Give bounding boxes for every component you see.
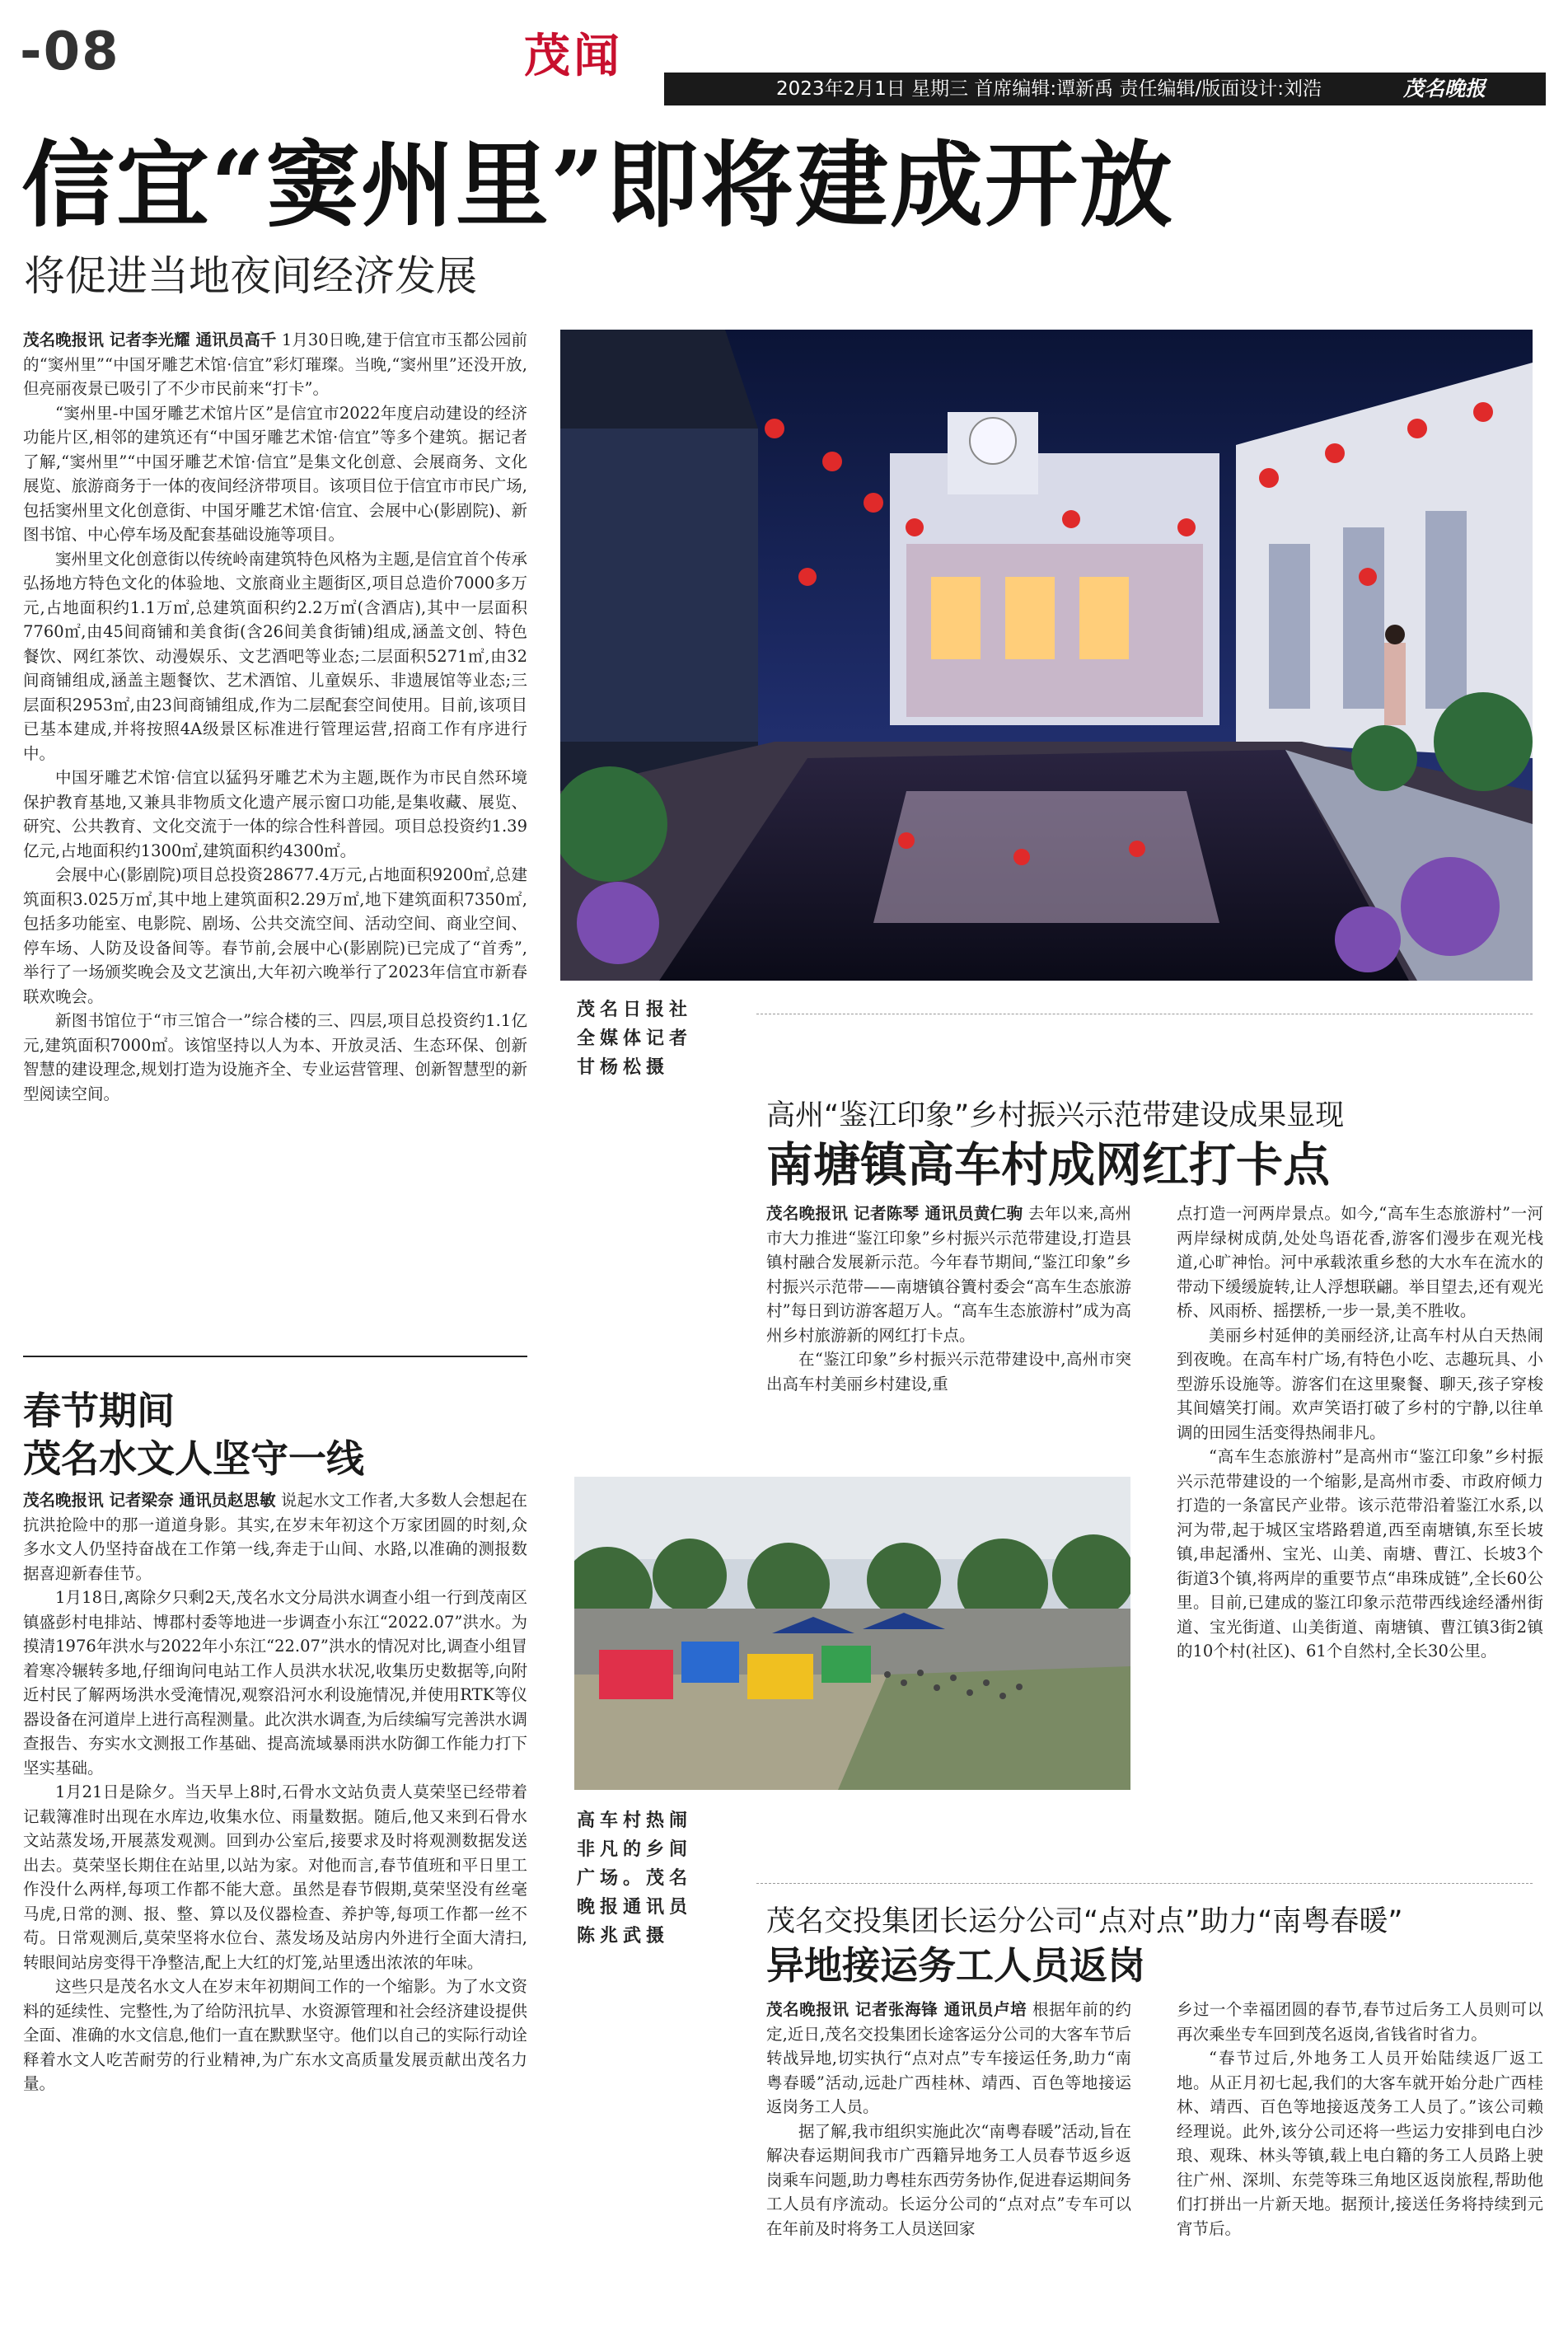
article2-byline: 茂名晚报讯 记者梁奈 通讯员赵思敏 (23, 1491, 276, 1510)
article4-paragraph-1: 根据年前的约定,近日,茂名交投集团长途客运分公司的大客车节后转战异地,切实执行“点对点”专车接运任务,助力“南粤春暖”活动,远赴广西桂林、靖西、百色等地接运返岗务工人员。 (766, 2000, 1131, 2116)
date-line: 2023年2月1日 星期三 首席编辑:谭新禹 责任编辑/版面设计:刘浩 (776, 78, 1322, 100)
village-square-photo (574, 1477, 1130, 1790)
article4-kicker: 茂名交投集团长运分公司“点对点”助力“南粤春暖” (766, 1905, 1403, 1938)
article4-headline: 异地接运务工人员返岗 (766, 1943, 1145, 1988)
article1-headline: 信宜“窦州里”即将建成开放 (21, 130, 1174, 240)
article3-byline: 茂名晚报讯 记者陈琴 通讯员黄仁驹 (766, 1204, 1023, 1223)
article3-photo-caption: 高车村热闹非凡的乡间广场。茂名晚报通讯员陈兆武摄 (577, 1810, 693, 1946)
paper-logo: 茂名晚报 (1403, 77, 1486, 101)
douzhouli-night-photo (560, 330, 1533, 981)
article3-paragraph-3: 点打造一河两岸景点。如今,“高车生态旅游村”一河两岸绿树成荫,处处鸟语花香,游客们漫步在观光栈道,心旷神怡。河中承载浓重乡愁的大水车在流水的带动下缓缓旋转,让人浮想联翩。举目望去,还有观光桥、风雨桥、摇摆桥,一步一景,美不胜收。 (1177, 1204, 1543, 1320)
article1-paragraph-2: “窦州里-中国牙雕艺术馆片区”是信宜市2022年度启动建设的经济功能片区,相邻的建筑还有“中国牙雕艺术馆·信宜”等多个建筑。据记者了解,“窦州里”“中国牙雕艺术馆·信宜”是集文化创意、会展商务、文化展览、旅游商务于一体的夜间经济带项目。该项目位于信宜市市民广场,包括窦州里文化创意街、中国牙雕艺术馆·信宜、会展中心(影剧院)、新图书馆、中心停车场及配套基础设施等项目。 (23, 403, 527, 544)
article4-paragraph-3: 乡过一个幸福团圆的春节,春节过后务工人员则可以再次乘坐专车回到茂名返岗,省钱省时省力。 (1177, 2000, 1543, 2044)
article3-paragraph-4: 美丽乡村延伸的美丽经济,让高车村从白天热闹到夜晚。在高车村广场,有特色小吃、志趣玩具、小型游乐设施等。游客们在这里聚餐、聊天,孩子穿梭其间嬉笑打闹。欢声笑语打破了乡村的宁静,以往单调的田园生活变得热闹非凡。 (1177, 1325, 1543, 1442)
article3-paragraph-1: 去年以来,高州市大力推进“鉴江印象”乡村振兴示范带建设,打造县镇村融合发展新示范。今年春节期间,“鉴江印象”乡村振兴示范带——南塘镇谷簀村委会“高车生态旅游村”每日到访游客超万人。“高车生态旅游村”成为高州乡村旅游新的网红打卡点。 (766, 1204, 1131, 1345)
article4-column-1 (766, 1998, 1131, 2241)
article1-paragraph-3: 窦州里文化创意街以传统岭南建筑特色风格为主题,是信宜首个传承弘扬地方特色文化的体验地、文旅商业主题街区,项目总造价7000多万元,占地面积约1.1万㎡,总建筑面积约2.2万㎡(含酒店),其中一层面积7760㎡,由45间商铺和美食街(含26间美食街铺)组成,涵盖文创、特色餐饮、网红茶饮、动漫娱乐、文艺酒吧等业态;二层面积5271㎡,由32间商铺组成,涵盖主题餐饮、艺术酒馆、儿童娱乐、非遗展馆等业态;三层面积2953㎡,由23间商铺组成,作为二层配套空间使用。目前,该项目已基本建成,并将按照4A级景区标准进行管理运营,招商工作有序进行中。 (23, 549, 527, 763)
article1-paragraph-1: 1月30日晚,建于信宜市玉都公园前的“窦州里”“中国牙雕艺术馆·信宜”彩灯璀璨。当晚,“窦州里”还没开放,但亮丽夜景已吸引了不少市民前来“打卡”。 (23, 330, 528, 398)
article1-paragraph-4: 中国牙雕艺术馆·信宜以猛犸牙雕艺术为主题,既作为市民自然环境保护教育基地,又兼具非物质文化遗产展示窗口功能,是集收藏、展览、研究、公共教育、文化交流于一体的综合性科普园。项目总投资约1.39亿元,占地面积约1300㎡,建筑面积约4300㎡。 (23, 768, 527, 860)
article1-photo-caption: 茂名日报社全媒体记者甘杨松摄 (577, 1000, 693, 1078)
article4-paragraph-4: “春节过后,外地务工人员开始陆续返厂返工地。从正月初七起,我们的大客车就开始分赴广西桂林、靖西、百色等地接返茂务工人员了。”该公司赖经理说。此外,该分公司还将一些运力安排到电白沙琅、观珠、林头等镇,载上电白籍的务工人员路上驶往广州、深圳、东莞等珠三角地区返岗旅程,帮助他们打拼出一片新天地。据预计,接送任务将持续到元宵节后。 (1177, 2049, 1543, 2238)
article1-body (23, 328, 527, 1106)
section-name: 茂闻 (524, 30, 623, 83)
article3-column-2 (1177, 1201, 1543, 1664)
article3-paragraph-5: “高车生态旅游村”是高州市“鉴江印象”乡村振兴示范带建设的一个缩影,是高州市委、市政府倾力打造的一条富民产业带。该示范带沿着鉴江水系,以河为带,起于城区宝塔路碧道,西至南塘镇,东至长坡镇,串起潘州、宝光、山美、南塘、曹江、长坡3个街道3个镇,将两岸的重要节点“串珠成链”,全长60公里。目前,已建成的鉴江印象示范带西线途经潘州街道、宝光街道、山美街道、南塘镇、曹江镇3街2镇的10个村(社区)、61个自然村,全长30公里。 (1177, 1447, 1543, 1661)
article2-paragraph-3: 1月21日是除夕。当天早上8时,石骨水文站负责人莫荣坚已经带着记载簿准时出现在水库边,收集水位、雨量数据。随后,他又来到石骨水文站蒸发场,开展蒸发观测。回到办公室后,接要求及时将观测数据发送出去。莫荣坚长期住在站里,以站为家。对他而言,春节值班和平日里工作没什么两样,每项工作都不能大意。虽然是春节假期,莫荣坚没有丝毫马虎,日常的测、报、整、算以及仪器检查、养护等,每项工作都一丝不苟。日常观测后,莫荣坚将水位台、蒸发场及站房内外进行全面大清扫,转眼间站房变得干净整洁,配上大红的灯笼,站里透出浓浓的年味。 (23, 1782, 527, 1972)
article4-column-2 (1177, 1998, 1543, 2241)
article3-paragraph-2: 在“鉴江印象”乡村振兴示范带建设中,高州市突出高车村美丽乡村建设,重 (766, 1350, 1131, 1394)
divider-right-bottom (756, 1883, 1533, 1884)
article4-byline: 茂名晚报讯 记者张海锋 通讯员卢培 (766, 2000, 1027, 2019)
article2-paragraph-4: 这些只是茂名水文人在岁末年初期间工作的一个缩影。为了水文资料的延续性、完整性,为了给防汛抗旱、水资源管理和社会经济建设提供全面、准确的水文信息,他们一直在默默坚守。他们以自己的实际行动诠释着水文人吃苦耐劳的行业精神,为广东水文高质量发展贡献出茂名力量。 (23, 1977, 527, 2093)
page-number: -08 (20, 21, 120, 82)
article2-headline-line2: 茂名水文人坚守一线 (23, 1436, 364, 1481)
article2-body (23, 1488, 527, 2096)
article3-headline: 南塘镇高车村成网红打卡点 (766, 1137, 1330, 1192)
article1-byline: 茂名晚报讯 记者李光耀 通讯员高千 (23, 330, 277, 349)
article2-headline-line1: 春节期间 (23, 1389, 175, 1433)
article3-column-1 (766, 1201, 1131, 1396)
article1-paragraph-5: 会展中心(影剧院)项目总投资28677.4万元,占地面积9200㎡,总建筑面积3.025万㎡,其中地上建筑面积2.29万㎡,地下建筑面积7350㎡,包括多功能室、电影院、剧场、公共交流空间、活动空间、商业空间、停车场、人防及设备间等。春节前,会展中心(影剧院)已完成了“首秀”,举行了一场颁奖晚会及文艺演出,大年初六晚举行了2023年信宜市新春联欢晚会。 (23, 865, 527, 1006)
article1-paragraph-6: 新图书馆位于“市三馆合一”综合楼的三、四层,项目总投资约1.1亿元,建筑面积7000㎡。该馆坚持以人为本、开放灵活、生态环保、创新智慧的建设理念,规划打造为设施齐全、专业运营管理、创新智慧型的新型阅读空间。 (23, 1011, 527, 1103)
article4-paragraph-2: 据了解,我市组织实施此次“南粤春暖”活动,旨在解决春运期间我市广西籍异地务工人员春节返乡返岗乘车问题,助力粤桂东西劳务协作,促进春运期间务工人员有序流动。长运分公司的“点对点”专车可以在年前及时将务工人员送回家 (766, 2121, 1131, 2238)
article2-paragraph-2: 1月18日,离除夕只剩2天,茂名水文分局洪水调查小组一行到茂南区镇盛彭村电排站、博郡村委等地进一步调查小东江“2022.07”洪水。为摸清1976年洪水与2022年小东江“22.07”洪水的情况对比,调查小组冒着寒冷辗转多地,仔细询问电站工作人员洪水状况,收集历史数据等,向附近村民了解两场洪水受淹情况,观察沿河水利设施情况,并使用RTK等仪器设备在河道岸上进行高程测量。此次洪水调查,为后续编写完善洪水调查报告、夯实水文测报工作基础、提高流域暴雨洪水防御工作能力打下坚实基础。 (23, 1588, 527, 1778)
article2-paragraph-1: 说起水文工作者,大多数人会想起在抗洪抢险中的那一道道身影。其实,在岁末年初这个万家团圆的时刻,众多水文人仍坚持奋战在工作第一线,奔走于山间、水路,以准确的测报数据喜迎新春佳节。 (23, 1491, 528, 1583)
divider-left (23, 1356, 527, 1357)
article1-subheadline: 将促进当地夜间经济发展 (24, 252, 477, 300)
article3-kicker: 高州“鉴江印象”乡村振兴示范带建设成果显现 (766, 1099, 1345, 1132)
